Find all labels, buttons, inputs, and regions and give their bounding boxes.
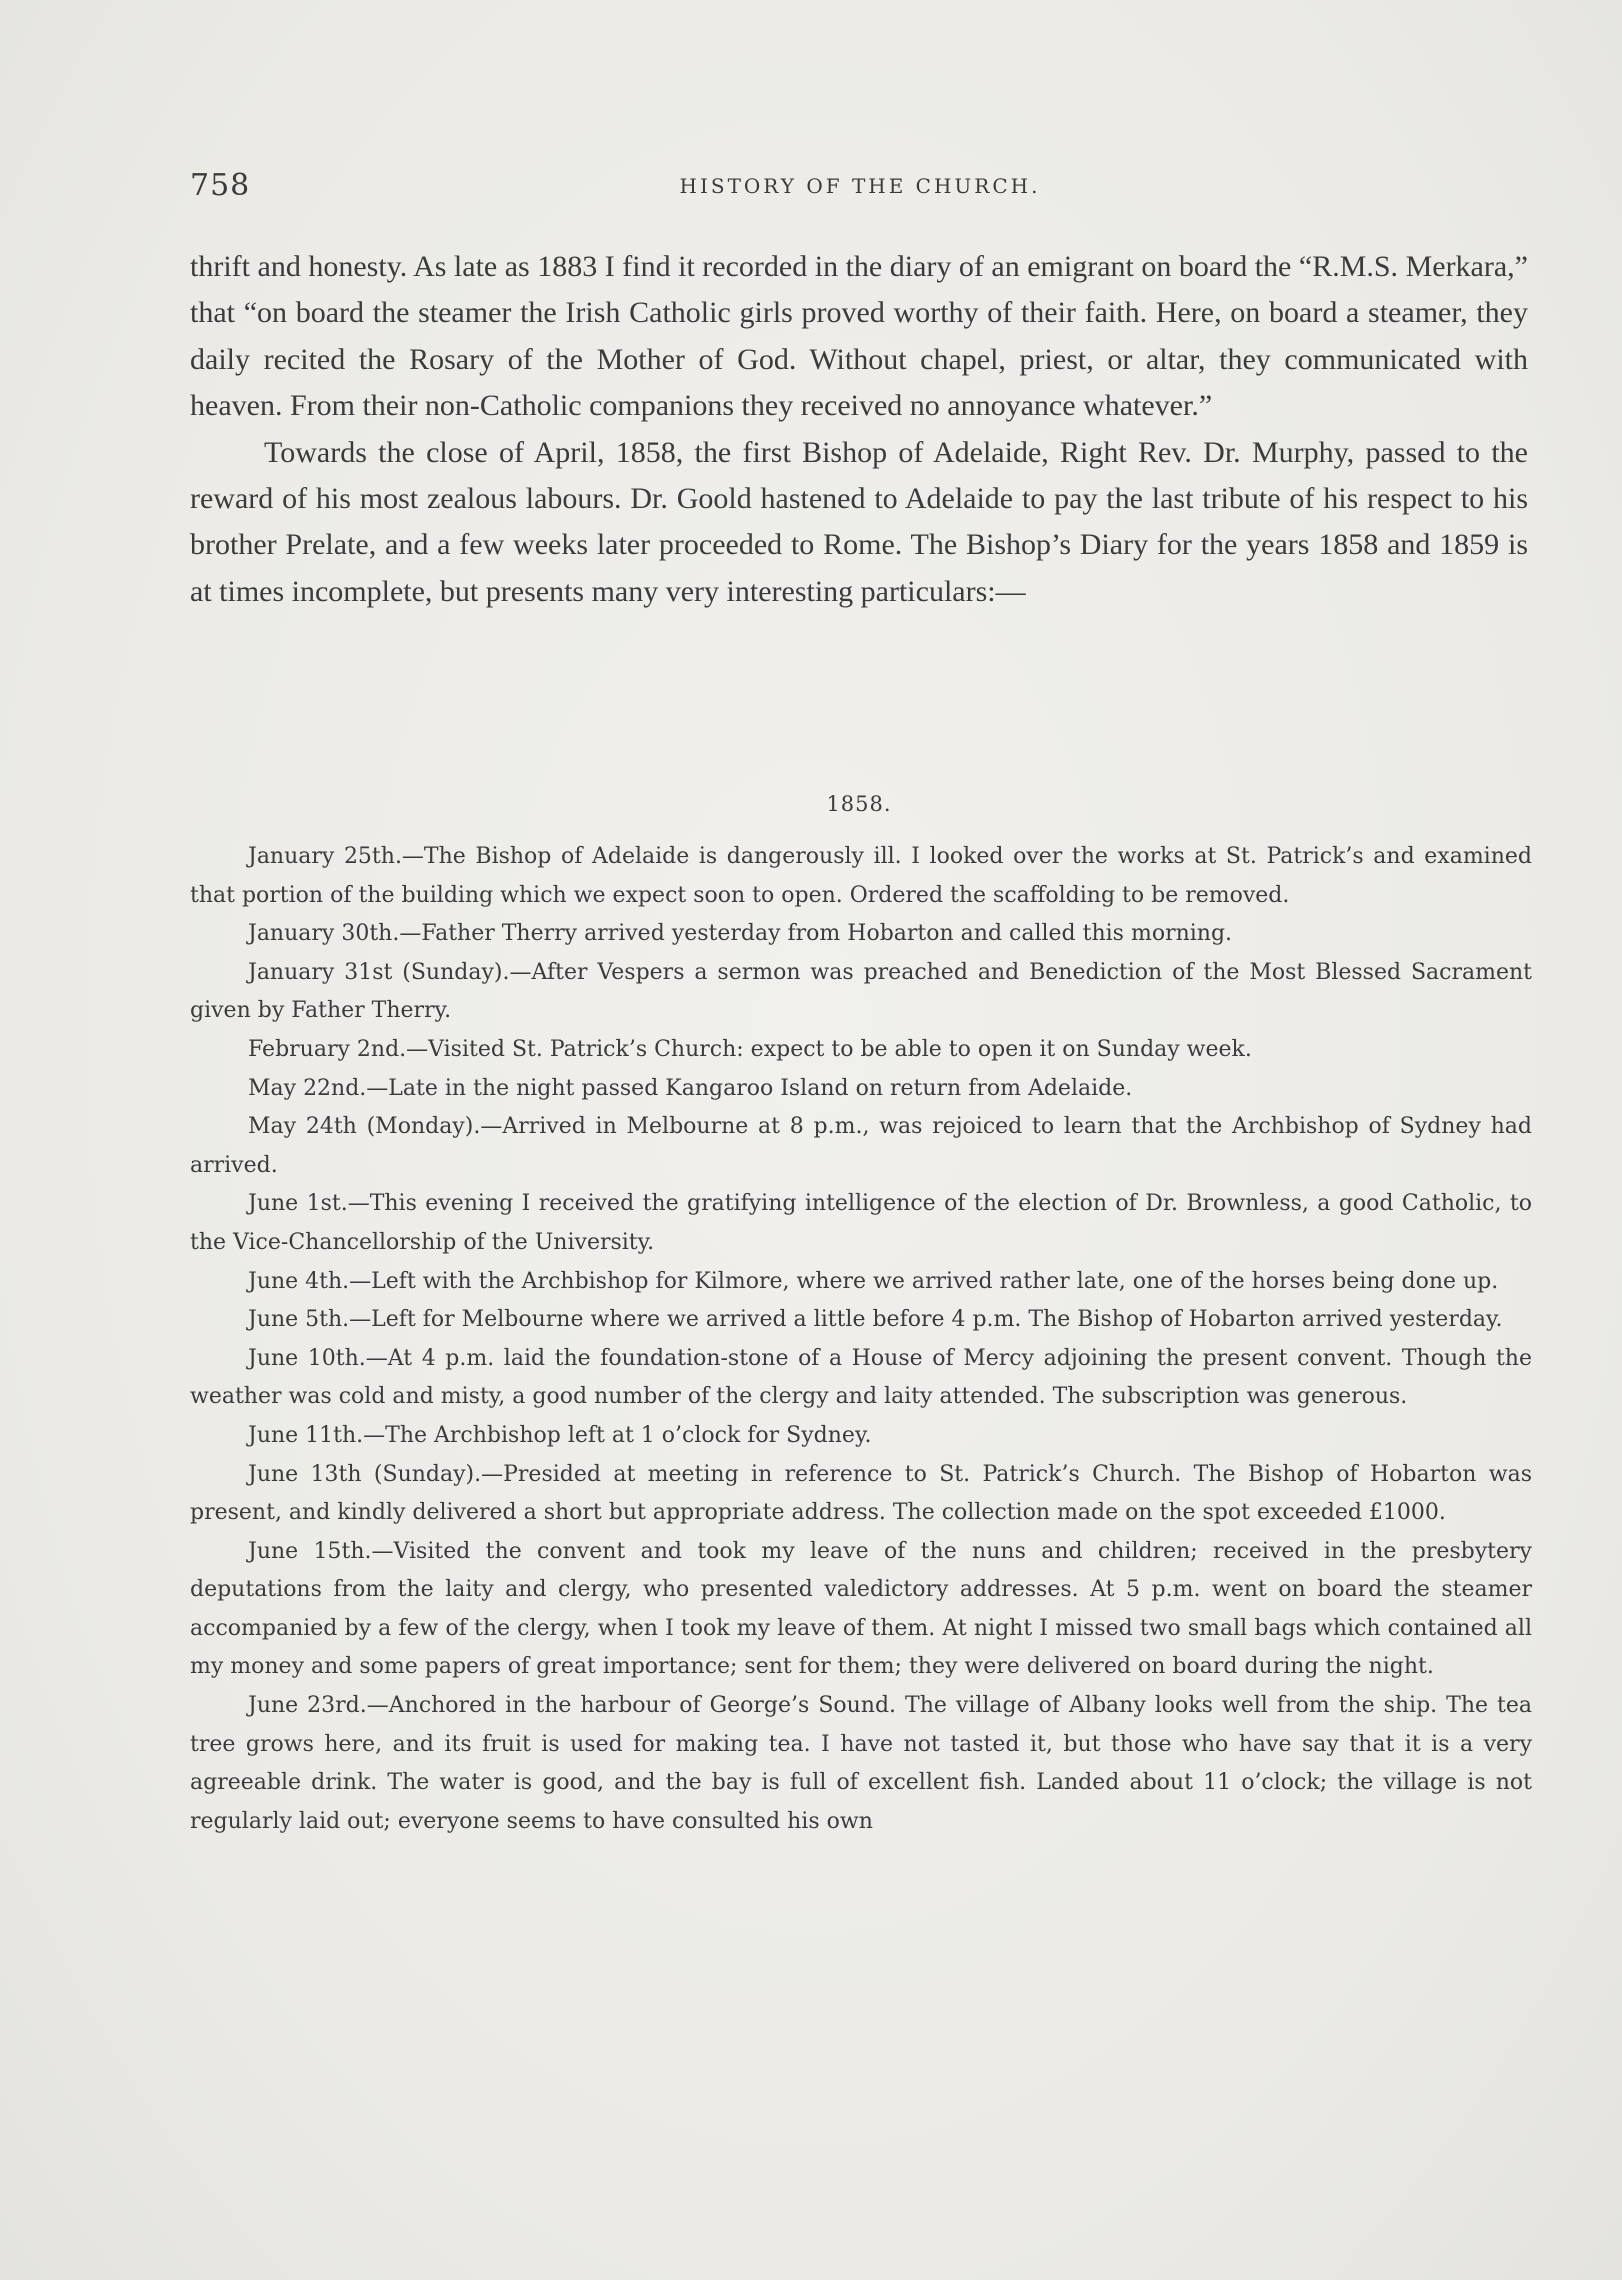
diary-entry: June 13th (Sunday).—Presided at meeting in reference to St. Patrick’s Church. The Bishop of Hobarton was present, and kindly delivered a short but appropriate address. The collection made on the spot exceeded £1000. (190, 1461, 1532, 1526)
diary-entry: June 4th.—Left with the Archbishop for Kilmore, where we arrived rather late, one of the horses being done up. (248, 1268, 1499, 1294)
diary-entry: June 5th.—Left for Melbourne where we arrived a little before 4 p.m. The Bishop of Hobarton arrived yesterday. (248, 1307, 1503, 1333)
diary-entry: May 24th (Monday).—Arrived in Melbourne at 8 p.m., was rejoiced to learn that the Archbishop of Sydney had arrived. (190, 1114, 1532, 1178)
diary-entry: January 31st (Sunday).—After Vespers a sermon was preached and Benediction of the Most Blessed Sacrament given by Father Therry. (190, 959, 1532, 1024)
diary-entries (190, 838, 1532, 1841)
page-number: 758 (190, 168, 251, 203)
diary-entry: January 25th.—The Bishop of Adelaide is dangerously ill. I looked over the works at St. Patrick’s and examined that portion of the building which we expect soon to open. Ordered the scaffolding to be removed. (190, 844, 1532, 908)
diary-entry: June 1st.—This evening I received the gratifying intelligence of the election of Dr. Brownless, a good Catholic, to the Vice-Chancellorship of the University. (190, 1191, 1532, 1255)
diary-entry: June 15th.—Visited the convent and took my leave of the nuns and children; received in the presbytery deputations from the laity and clergy, who presented valedictory addresses. At 5 p.m. went on board the steamer accompanied by a few of the clergy, when I took my leave of them. At night I missed two small bags which contained all my money and some papers of great importance; sent for them; they were delivered on board during the night. (190, 1538, 1532, 1680)
diary-entry: June 11th.—The Archbishop left at 1 o’clock for Sydney. (248, 1422, 872, 1448)
diary-entry: June 23rd.—Anchored in the harbour of George’s Sound. The village of Albany looks well from the ship. The tea tree grows here, and its fruit is used for making tea. I have not tasted it, but those who have say that it is a very agreeable drink. The water is good, and the bay is full of excellent fish. Landed about 11 o’clock; the village is not regularly laid out; everyone seems to have consulted his own (190, 1693, 1532, 1834)
diary-year-heading: 1858. (826, 792, 892, 816)
paragraph-adelaide: Towards the close of April, 1858, the first Bishop of Adelaide, Right Rev. Dr. Murphy, passed to the reward of his most zealous labours. Dr. Goold hastened to Adelaide to pay the last tribute of his respect to his brother Prelate, and a few weeks later proceeded to Rome. The Bishop’s Diary for the years 1858 and 1859 is at times incomplete, but presents many very interesting particulars:— (190, 435, 1528, 608)
page-header (190, 168, 1530, 208)
paragraph-continued: thrift and honesty. As late as 1883 I find it recorded in the diary of an emigrant on board the “R.M.S. Merkara,” that “on board the steamer the Irish Catholic girls proved worthy of their faith. Here, on board a steamer, they daily recited the Rosary of the Mother of God. Without chapel, priest, or altar, they communicated with heaven. From their non-Catholic companions they received no annoyance whatever.” (190, 250, 1528, 423)
diary-entry: June 10th.—At 4 p.m. laid the foundation-stone of a House of Mercy adjoining the present convent. Though the weather was cold and misty, a good number of the clergy and laity attended. The subscription was generous. (190, 1345, 1532, 1410)
diary-entry: January 30th.—Father Therry arrived yesterday from Hobarton and called this morning. (248, 921, 1233, 947)
diary-entry: May 22nd.—Late in the night passed Kangaroo Island on return from Adelaide. (248, 1075, 1133, 1101)
body-text (190, 244, 1528, 615)
running-title: HISTORY OF THE CHURCH. (679, 174, 1041, 198)
diary-entry: February 2nd.—Visited St. Patrick’s Church: expect to be able to open it on Sunday week. (248, 1036, 1252, 1062)
